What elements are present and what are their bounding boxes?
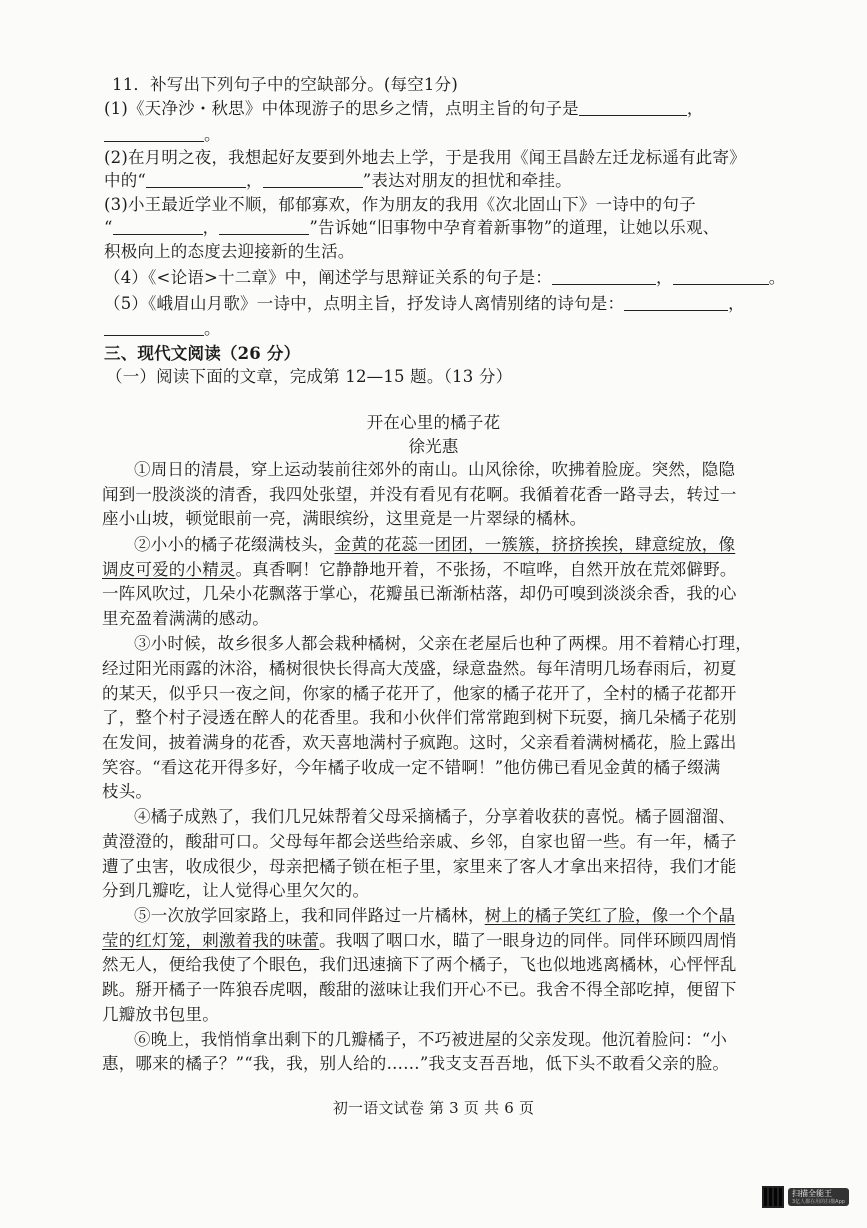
scanner-logo [788,1188,849,1206]
para-3-line-6: 笑容。“看这花开得多好，今年橘子收成一定不错啊！”他仿佛已看见金黄的橘子缀满 [102,758,721,777]
answer-blank[interactable] [113,218,203,235]
page-footer: 初一语文试卷 第 3 页 共 6 页 [332,1099,535,1117]
scanner-logo-subtitle: 3亿人都在用的扫描App [792,1199,845,1205]
para-2-text: 。真香啊！它静静地开着，不张扬，不喧哗，自然开放在荒郊僻野。 [235,560,737,579]
para-5-line-4: 跳。掰开橘子一阵狼吞虎咽，酸甜的滋味让我们开心不已。我舍不得全部吃掉，便留下 [102,980,737,999]
q11-item-3-end: 积极向上的态度去迎接新的生活。 [104,242,355,261]
para-5-text: 。我咽了咽口水，瞄了一眼身边的同伴。同伴环顾四周悄 [319,931,737,950]
q11-item-1 [104,98,704,120]
para-4-line-1: ④橘子成熟了，我们几兄妹帮着父母采摘橘子，分享着收获的喜悦。橘子圆溜溜、 [134,807,736,826]
answer-blank[interactable] [673,268,769,285]
q11-item-2-post: ”表达对朋友的担忧和牵挂。 [362,171,572,190]
para-3-line-5: 在发间，披着满身的花香，欢天喜地满村子疯跑。这时，父亲看着满树橘花，脸上露出 [102,733,737,752]
q11-item-4 [104,267,785,289]
q11-item-5-text: （5）《峨眉山月歌》一诗中，点明主旨，抒发诗人离情别绪的诗句是： [104,294,625,313]
q11-item-1-text: (1)《天净沙・秋思》中体现游子的思乡之情，点明主旨的句子是 [104,99,579,118]
q11-item-3-post: ”告诉她“旧事物中孕育着新事物”的道理，让她以乐观、 [309,218,720,237]
para-1-line-2: 闻到一股淡淡的清香，我四处张望，并没有看见有花啊。我循着花香一路寻去，转过一 [102,485,737,504]
qr-code-icon [762,1186,784,1208]
para-5-line-1 [134,905,735,927]
section-3-subtitle: （一）阅读下面的文章，完成第 12—15 题。（13 分） [106,367,513,386]
scanner-watermark [762,1186,849,1208]
q11-item-1-punct: ， [686,99,704,118]
para-5-underlined: 莹的红灯笼，刺激着我的味蕾 [102,931,320,950]
para-2-line-2 [102,559,737,581]
q11-item-4-comma: ， [656,268,673,287]
q11-item-4-end: 。 [768,268,786,287]
answer-blank[interactable] [579,99,687,116]
para-3-line-7: 枝头。 [102,782,153,801]
q11-item-2-cont [104,170,572,192]
q11-item-2-comma: ， [246,171,263,190]
q11-item-5-comma: ， [728,294,745,313]
para-2-line-3: 一阵风吹过，几朵小花飘落于掌心，花瓣虽已渐渐枯落，却仍可嗅到淡淡余香，我的心 [102,584,737,603]
article-title: 开在心里的橘子花 [366,413,501,432]
para-4-line-3: 遭了虫害，收成很少，母亲把橘子锁在柜子里，家里来了客人才拿出来招待，我们才能 [102,857,737,876]
q11-item-4-text: （4）《<论语>十二章》中，阐述学与思辩证关系的句子是： [104,268,552,287]
answer-blank[interactable] [624,294,728,311]
q11-item-1-cont [104,124,221,146]
answer-blank[interactable] [219,218,309,235]
para-6-line-2: 惠，哪来的橘子？”“我，我，别人给的……”我支支吾吾地，低下头不敢看父亲的脸。 [102,1054,730,1073]
para-3-line-1: ③小时候，故乡很多人都会栽种橘树，父亲在老屋后也种了两棵。用不着精心打理， [134,634,752,653]
para-5-line-3: 然无人，便给我使了个眼色，我们迅速摘下了两个橘子，飞也似地逃离橘林，心怦怦乱 [102,955,737,974]
para-2-line-1 [134,534,735,556]
para-5-text: ⑤一次放学回家路上，我和同伴路过一片橘林， [134,906,485,925]
q11-item-3-comma: ， [202,218,220,237]
q11-item-3-cont [104,217,719,239]
q11-item-3: (3)小王最近学业不顺，郁郁寡欢，作为朋友的我用《次北固山下》一诗中的句子 [104,195,696,214]
para-3-line-4: 了，整个村子浸透在醉人的花香里。我和小伙伴们常常跑到树下玩耍，摘几朵橘子花别 [102,708,737,727]
answer-blank[interactable] [552,268,656,285]
para-4-line-2: 黄澄澄的，酸甜可口。父母每年都会送些给亲戚、乡邻，自家也留一些。有一年，橘子 [102,832,737,851]
q11-item-5-end: 。 [204,319,221,338]
scanner-logo-title: 扫描全能王 [792,1189,832,1198]
q11-item-5 [104,293,745,315]
q11-item-2-pre: 中的“ [104,171,147,190]
para-5-line-5: 几瓣放书包里。 [102,1005,219,1024]
q11-item-1-end: 。 [204,125,221,144]
article-author: 徐光惠 [408,437,459,456]
q11-item-5-cont [104,318,221,340]
q11-item-3-pre: “ [104,218,113,237]
para-2-underlined: 金黄的花蕊一团团，一簇簇，挤挤挨挨，肆意绽放，像 [334,535,736,554]
answer-blank[interactable] [146,171,246,188]
answer-blank[interactable] [263,171,363,188]
para-2-line-4: 里充盈着满满的感动。 [102,609,269,628]
para-5-line-2 [102,930,737,952]
para-2-text: ②小小的橘子花缀满枝头， [134,535,335,554]
section-3-title: 三、现代文阅读（26 分） [104,344,301,363]
para-6-line-1: ⑥晚上，我悄悄拿出剩下的几瓣橘子，不巧被进屋的父亲发现。他沉着脸问：“小 [134,1030,728,1049]
q11-title: 11．补写出下列句子中的空缺部分。(每空1分) [112,75,458,94]
answer-blank[interactable] [104,319,204,336]
answer-blank[interactable] [104,125,204,142]
q11-item-2: (2)在月明之夜，我想起好友要到外地去上学，于是我用《闻王昌龄左迁龙标遥有此寄》 [104,148,746,167]
para-5-underlined: 树上的橘子笑红了脸，像一个个晶 [484,906,736,925]
para-1-line-3: 座小山坡，顿觉眼前一亮，满眼缤纷，这里竟是一片翠绿的橘林。 [102,509,587,528]
para-2-underlined: 调皮可爱的小精灵 [102,560,236,579]
para-1-line-1: ①周日的清晨，穿上运动装前往郊外的南山。山风徐徐，吹拂着脸庞。突然，隐隐 [134,460,736,479]
para-3-line-3: 的某天，似乎只一夜之间，你家的橘子花开了，他家的橘子花开了，全村的橘子花都开 [102,684,737,703]
para-4-line-4: 分到几瓣吃，让人觉得心里欠欠的。 [102,881,370,900]
para-3-line-2: 经过阳光雨露的沐浴，橘树很快长得高大茂盛，绿意盎然。每年清明几场春雨后，初夏 [102,659,737,678]
